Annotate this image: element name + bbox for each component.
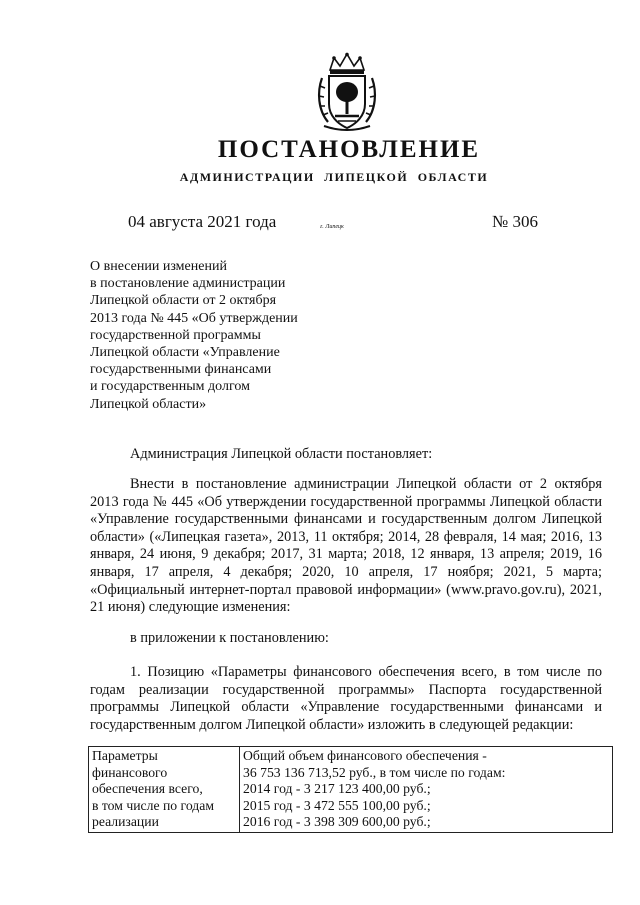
document-number: № 306 xyxy=(492,212,538,231)
cell-line: 2014 год - 3 217 123 400,00 руб.; xyxy=(243,781,431,797)
table-row xyxy=(89,747,613,833)
document-subtitle: АДМИНИСТРАЦИИ ЛИПЕЦКОЙ ОБЛАСТИ xyxy=(179,170,489,184)
cell-line: Общий объем финансового обеспечения - xyxy=(243,748,487,763)
cell-line: 2015 год - 3 472 555 100,00 руб.; xyxy=(243,797,431,813)
heading-line: и государственным долгом xyxy=(90,379,250,395)
heading-line: государственными финансами xyxy=(90,362,272,378)
document-date: 04 августа 2021 года xyxy=(128,212,277,231)
cell-line: 2016 год - 3 398 309 600,00 руб.; xyxy=(243,814,431,830)
coat-of-arms-icon xyxy=(316,52,378,132)
document-title: ПОСТАНОВЛЕНИЕ xyxy=(217,136,481,163)
sub-paragraph: в приложении к постановлению: xyxy=(130,630,329,646)
heading-line: О внесении изменений xyxy=(90,259,227,274)
cell-line: в том числе по годам xyxy=(92,797,214,813)
heading-line: Липецкой области» xyxy=(90,396,207,412)
parameters-label-cell xyxy=(89,747,240,833)
cell-line: финансового xyxy=(92,764,168,780)
cell-line: обеспечения всего, xyxy=(92,781,203,797)
cell-line: Параметры xyxy=(92,748,158,763)
parameters-value-cell xyxy=(240,747,613,833)
main-paragraph: Внести в постановление администрации Липецкой области от 2 октября 2013 года № 445 «Об утверждении государственной программы Липецкой области «Управление государственными финансами и государственным долгом Липецкой области» («Липецкая газета», 2013, 11 октября; 2014, 28 февраля, 14 мая; 2016, 13 января, 24 июня, 9 декабря; 2017, 31 марта; 2018, 12 января, 13 апреля; 2019, 16 января, 17 апреля, 4 декабря; 2020, 10 апреля, 17 ноября; 2021, 5 марта; «Официальный интернет-портал правовой информации» (www.pravo.gov.ru), 2021, 21 июня) следующие изменения: xyxy=(90,476,602,616)
cell-line: 36 753 136 713,52 руб., в том числе по годам: xyxy=(243,764,506,780)
item-paragraph: 1. Позицию «Параметры финансового обеспечения всего, в том числе по годам реализации государственной программы» Паспорта государственной программы Липецкой области «Управление государственными финансами и государственным долгом Липецкой области» изложить в следующей редакции: xyxy=(90,664,602,733)
document-city: г. Липецк xyxy=(320,224,344,230)
heading-line: Липецкой области «Управление xyxy=(90,345,280,361)
heading-line: Липецкой области от 2 октября xyxy=(90,293,277,309)
intro-paragraph: Администрация Липецкой области постановляет: xyxy=(130,446,433,462)
heading-line: 2013 года № 445 «Об утверждении xyxy=(90,310,298,326)
heading-line: государственной программы xyxy=(90,327,261,343)
document-heading xyxy=(90,258,350,413)
heading-line: в постановление администрации xyxy=(90,276,286,292)
cell-line: реализации xyxy=(92,814,159,830)
parameters-table xyxy=(88,746,613,833)
